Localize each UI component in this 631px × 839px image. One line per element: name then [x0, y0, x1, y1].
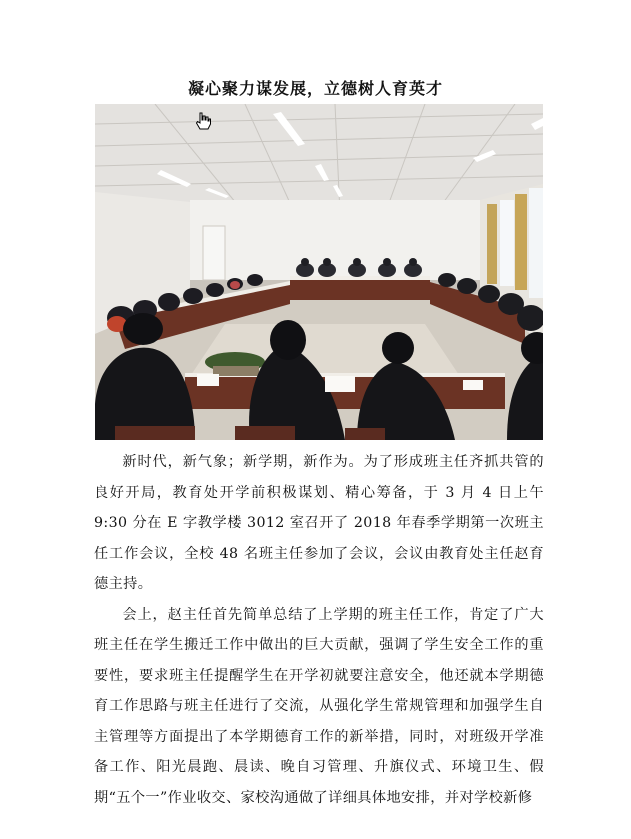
meeting-photo [95, 104, 543, 440]
hand-pointer-icon [195, 112, 211, 130]
document-title: 凝心聚力谋发展，立德树人育英才 [187, 79, 443, 98]
article-body [94, 447, 544, 813]
paragraph-2: 会上，赵主任首先简单总结了上学期的班主任工作，肯定了广大班主任在学生搬迁工作中做出的巨大贡献，强调了学生安全工作的重要性，要求班主任提醒学生在开学初就要注意安全，他还就本学期德育工作思路与班主任进行了交流，从强化学生常规管理和加强学生自主管理等方面提出了本学期德育工作的新举措，同时，对班级开学准备工作、阳光晨跑、晨读、晚自习管理、升旗仪式、环境卫生、假期“五个一”作业收交、家校沟通做了详细具体地安排，并对学校新修 [94, 606, 544, 806]
paragraph-1: 新时代，新气象；新学期，新作为。为了形成班主任齐抓共管的良好开局，教育处开学前积极谋划、精心筹备，于 3 月 4 日上午 9:30 分在 E 字教学楼 3012 室召开了 2018 年春季学期第一次班主任工作会议，全校 48 名班主任参加了会议，会议由教育处主任赵育德主持。 [94, 454, 544, 592]
